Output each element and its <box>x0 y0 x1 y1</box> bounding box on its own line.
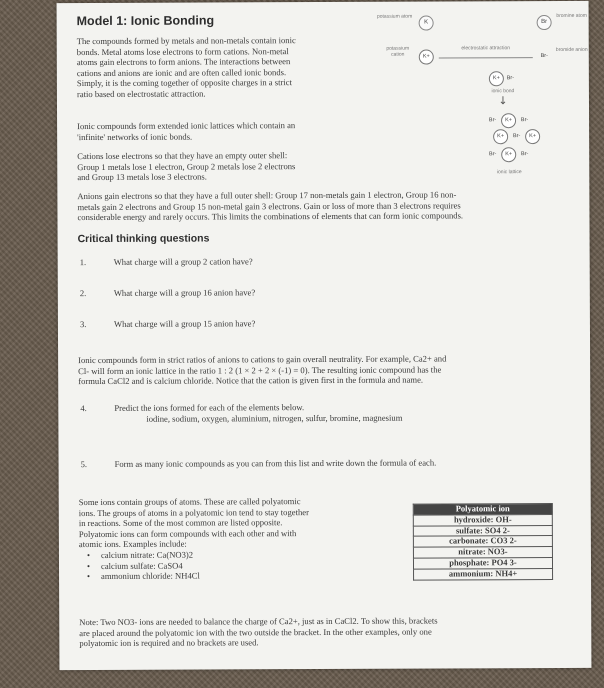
intro-paragraph <box>77 35 377 100</box>
question-number: 3. <box>79 319 87 330</box>
table-row: hydroxide: OH- <box>413 514 552 525</box>
lattice-ion: K+ <box>501 147 516 162</box>
list-item: • ammonium chloride: NH4Cl <box>101 570 399 582</box>
note-line: Note: Two NO3- ions are needed to balance the charge of Ca2+, just as in CaCl2. To show this, brackets <box>79 615 438 628</box>
intro-line: ratio based on electrostatic attraction. <box>76 88 206 100</box>
anion-line: metals gain 2 electrons and Group 15 non-metal gain 3 electrons. Gain or loss of more than 3 electrons requires <box>77 199 461 212</box>
polyatomic-line: Polyatomic ions can form compounds with each other and with <box>78 527 297 539</box>
intro-line: bonds. Metal atoms lose electrons to form cations. Non-metal <box>76 45 289 57</box>
attraction-label: electrostatic attraction <box>461 45 511 52</box>
polyatomic-line: Some ions contain groups of atoms. These are called polyatomic <box>78 496 301 508</box>
lattice-ion: K+ <box>493 129 508 144</box>
examples-list <box>79 549 399 582</box>
ratio-line: Cl- will form an ionic lattice in the ratio 1 : 2 (1 × 2 + 2 × (-1) = 0). The resulting ionic compound has the <box>78 364 442 376</box>
cation-label: potassium cation <box>386 45 410 58</box>
polyatomic-ion-table <box>413 503 553 580</box>
lattice-line: 'infinite' networks of ionic bonds. <box>77 131 193 142</box>
lattice-paragraph <box>77 120 377 142</box>
table-row: phosphate: PO4 3- <box>413 557 552 568</box>
note-line: polyatomic ion is required and no brackets are used. <box>79 637 259 649</box>
table-row: sulfate: SO4 2- <box>413 525 552 536</box>
lattice-ion: Br- <box>489 151 497 158</box>
bond-br-ion: Br- <box>506 75 515 82</box>
polyatomic-line: ions. The groups of atoms in a polyatomic ion tend to stay together <box>78 506 309 518</box>
intro-line: Simply, it is the coming together of opposite charges in a strict <box>76 77 292 89</box>
note-paragraph <box>79 615 579 649</box>
question-number: 5. <box>80 459 88 470</box>
question-1 <box>80 255 560 269</box>
ratio-line: formula CaCl2 and is calcium chloride. Notice that the cation is given first in the formula and name. <box>78 374 424 387</box>
question-text: What charge will a group 15 anion have? <box>113 318 256 329</box>
lattice-ion: Br- <box>512 133 521 140</box>
bromine-atom-circle: Br <box>537 15 552 30</box>
question-text: Predict the ions formed for each of the elements below. <box>114 402 305 413</box>
lattice-ion: Br- <box>488 117 497 124</box>
polyatomic-paragraph <box>79 496 399 582</box>
cation-line: Group 1 metals lose 1 electron, Group 2 metals lose 2 electrons <box>77 160 296 172</box>
table-row: nitrate: NO3- <box>413 547 552 558</box>
intro-line: The compounds formed by metals and non-metals contain ionic <box>76 35 296 47</box>
attraction-arrow <box>439 57 533 58</box>
down-arrow-icon: ↓ <box>498 94 508 108</box>
cation-line: Cations lose electrons so that they have an empty outer shell: <box>77 150 288 162</box>
question-text: What charge will a group 2 cation have? <box>113 256 253 267</box>
bromide-anion: Br- <box>540 53 548 60</box>
list-item: • calcium sulfate: CaSO4 <box>101 559 399 571</box>
question-3 <box>80 317 560 331</box>
ratio-line: Ionic compounds form in strict ratios of anions to cations to gain overall neutrality. For example, Ca2+ and <box>78 353 447 366</box>
note-line: are placed around the polyatomic ion with the two outside the bracket. In the other examples, only one <box>79 626 432 638</box>
table-header: Polyatomic ion <box>413 504 552 515</box>
question-text: What charge will a group 16 anion have? <box>113 287 256 298</box>
ionic-bond-label: ionic bond <box>491 88 515 95</box>
anion-line: considerable energy and rarely occurs. This limits the combinations of elements that can form ionic compounds. <box>77 210 464 223</box>
list-item: • calcium nitrate: Ca(NO3)2 <box>101 549 399 561</box>
polyatomic-line: in reactions. Some of the most common are listed opposite. <box>78 517 283 529</box>
bromine-atom-label: bromine atom <box>556 12 587 19</box>
lattice-ion: Br- <box>520 117 529 124</box>
potassium-cation: K+ <box>419 50 434 65</box>
lattice-ion: K+ <box>501 113 516 128</box>
lattice-ion: Br- <box>521 151 529 158</box>
page-title: Model 1: Ionic Bonding <box>76 13 215 29</box>
ionic-bonding-diagram <box>375 9 590 188</box>
anion-line: Anions gain electrons so that they have a full outer shell: Group 17 non-metals gain 1 electron, Group 16 non- <box>77 189 457 202</box>
intro-line: cations and anions are ionic and are often called ionic bonds. <box>76 66 287 78</box>
lattice-ion: K+ <box>525 129 540 144</box>
potassium-atom-circle: K <box>419 16 434 31</box>
lattice-line: Ionic compounds form extended ionic lattices which contain an <box>77 120 296 132</box>
intro-line: atoms gain electrons to form anions. The interactions between <box>76 56 291 68</box>
question-5 <box>81 457 561 471</box>
question-number: 1. <box>79 257 87 268</box>
ratio-paragraph <box>78 353 578 387</box>
table-row: carbonate: CO3 2- <box>413 536 552 547</box>
question-number: 4. <box>80 403 87 414</box>
anion-label: bromide anion <box>555 46 588 53</box>
potassium-atom-label: potassium atom <box>376 13 413 20</box>
critical-thinking-heading: Critical thinking questions <box>77 232 210 246</box>
element-list: iodine, sodium, oxygen, aluminium, nitrogen, sulfur, bromine, magnesium <box>146 412 403 424</box>
table-row: ammonium: NH4+ <box>414 568 553 579</box>
ionic-lattice-label: ionic lattice <box>496 169 522 176</box>
cation-paragraph <box>77 150 377 183</box>
question-number: 2. <box>79 288 87 299</box>
question-4 <box>80 401 560 429</box>
bond-k-ion: K+ <box>489 71 504 86</box>
anion-paragraph <box>77 189 577 223</box>
question-2 <box>80 286 560 300</box>
polyatomic-line: atomic ions. Examples include: <box>78 538 187 550</box>
question-text: Form as many ionic compounds as you can from this list and write down the formula of each. <box>114 457 437 469</box>
worksheet-page <box>57 1 592 670</box>
cation-line: and Group 13 metals lose 3 electrons. <box>77 171 207 183</box>
